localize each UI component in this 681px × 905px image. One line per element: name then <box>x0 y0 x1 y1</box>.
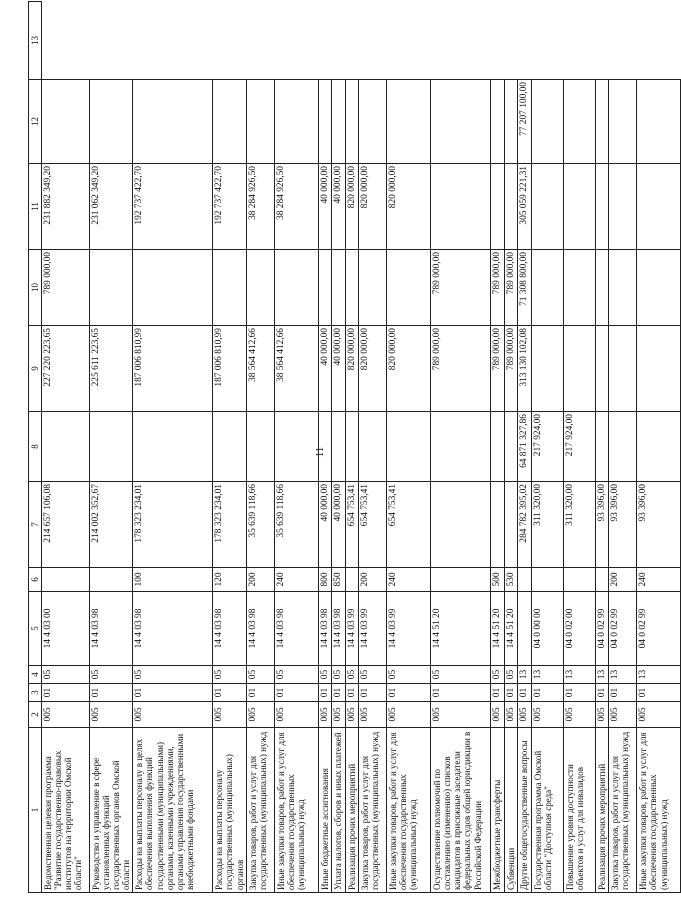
cell-col-13 <box>133 80 213 164</box>
cell-col-3: 005 <box>274 702 318 728</box>
cell-col-9: 217 924,00 <box>563 412 595 482</box>
header-row <box>29 2 42 893</box>
cell-col-13 <box>359 80 387 164</box>
cell-col-8: 654 753,41 <box>345 482 359 568</box>
cell-col-4: 01 <box>637 684 681 702</box>
cell-col-11: 789 000,00 <box>42 250 90 326</box>
row-name-cell: Уплата налогов, сборов и иных платежей <box>332 728 346 893</box>
cell-col-5: 13 <box>595 666 609 684</box>
cell-col-5: 05 <box>491 666 505 684</box>
cell-col-6: 14 4 03 98 <box>274 592 318 666</box>
header-cell-1: 1 <box>29 728 42 893</box>
table-row <box>345 2 359 893</box>
cell-col-12: 231 882 349,20 <box>42 164 90 250</box>
cell-col-10: 187 006 810,99 <box>213 326 246 412</box>
table-row <box>246 2 274 893</box>
cell-col-7 <box>42 568 90 592</box>
cell-col-7: 120 <box>213 568 246 592</box>
cell-col-13 <box>637 80 681 164</box>
cell-col-12: 40 000,00 <box>332 164 346 250</box>
cell-col-12: 192 737 422,70 <box>133 164 213 250</box>
cell-col-5: 05 <box>246 666 274 684</box>
cell-col-6: 14 4 03 00 <box>42 592 90 666</box>
cell-col-5: 05 <box>213 666 246 684</box>
cell-col-13 <box>491 80 505 164</box>
cell-col-5: 13 <box>531 666 563 684</box>
table-row <box>213 2 246 893</box>
document-sheet <box>28 22 669 893</box>
cell-col-9 <box>491 412 505 482</box>
cell-col-6: 14 4 03 98 <box>332 592 346 666</box>
cell-col-8: 311 320,00 <box>563 482 595 568</box>
cell-col-12: 820 000,00 <box>359 164 387 250</box>
row-name-cell: Иные бюджетные ассигнования <box>318 728 332 893</box>
cell-col-12 <box>491 164 505 250</box>
table-row <box>42 2 90 893</box>
row-name-cell: Осуществление полномочий по составлению (изменению) списков кандидатов в присяжные заседатели федеральных судов общей юрисдикции в Российской Федерации <box>431 728 491 893</box>
cell-col-11: 789 000,00 <box>491 250 505 326</box>
cell-col-4: 01 <box>332 684 346 702</box>
cell-col-10: 225 611 223,65 <box>90 326 133 412</box>
cell-col-4: 01 <box>90 684 133 702</box>
cell-col-13 <box>246 80 274 164</box>
cell-col-5: 13 <box>518 666 532 684</box>
cell-col-11 <box>637 250 681 326</box>
cell-col-12: 820 000,00 <box>345 164 359 250</box>
cell-col-4: 01 <box>213 684 246 702</box>
cell-col-10 <box>609 326 637 412</box>
cell-col-8: 654 753,41 <box>359 482 387 568</box>
cell-col-8: 93 396,00 <box>609 482 637 568</box>
cell-col-10: 789 000,00 <box>491 326 505 412</box>
cell-col-12: 38 284 926,50 <box>246 164 274 250</box>
table-row <box>318 2 332 893</box>
cell-col-3: 005 <box>42 702 90 728</box>
cell-col-5: 05 <box>318 666 332 684</box>
cell-col-10 <box>595 326 609 412</box>
cell-col-7: 200 <box>609 568 637 592</box>
table-row <box>90 2 133 893</box>
cell-col-7: 530 <box>504 568 518 592</box>
cell-col-10 <box>531 326 563 412</box>
cell-col-12 <box>431 164 491 250</box>
cell-col-9 <box>246 412 274 482</box>
row-name-cell: Реализация прочих мероприятий <box>595 728 609 893</box>
cell-col-3: 005 <box>90 702 133 728</box>
header-cell-5: 5 <box>29 592 42 666</box>
cell-col-11 <box>332 250 346 326</box>
cell-col-11 <box>318 250 332 326</box>
cell-col-12 <box>609 164 637 250</box>
cell-col-9 <box>504 412 518 482</box>
row-name-cell: Закупка товаров, работ и услуг для государственных (муниципальных) нужд <box>246 728 274 893</box>
cell-col-11: 789 000,00 <box>431 250 491 326</box>
cell-col-11 <box>563 250 595 326</box>
table-row <box>637 2 681 893</box>
header-cell-13: 13 <box>29 2 42 80</box>
header-cell-3: 3 <box>29 684 42 702</box>
cell-col-3: 005 <box>491 702 505 728</box>
cell-col-6: 14 4 51 20 <box>431 592 491 666</box>
cell-col-8: 311 320,00 <box>531 482 563 568</box>
cell-col-10: 40 000,00 <box>318 326 332 412</box>
row-name-cell: Руководство и управление в сфере установленных функций государственных органов Омской области <box>90 728 133 893</box>
cell-col-10: 187 006 810,99 <box>133 326 213 412</box>
header-cell-8: 8 <box>29 412 42 482</box>
row-name-cell: Иные закупки товаров, работ и услуг для обеспечения государственных (муниципальных) нужд <box>387 728 431 893</box>
cell-col-6: 04 0 02 00 <box>563 592 595 666</box>
cell-col-13 <box>531 80 563 164</box>
row-name-cell: Ведомственная целевая программа "Развитие государственно-правовых институтов на территории Омской области" <box>42 728 90 893</box>
cell-col-4: 01 <box>504 684 518 702</box>
cell-col-3: 005 <box>595 702 609 728</box>
cell-col-3: 005 <box>213 702 246 728</box>
cell-col-9 <box>359 412 387 482</box>
cell-col-4: 01 <box>563 684 595 702</box>
header-cell-6: 6 <box>29 568 42 592</box>
cell-col-4: 01 <box>274 684 318 702</box>
cell-col-4: 01 <box>531 684 563 702</box>
cell-col-4: 01 <box>595 684 609 702</box>
cell-col-7: 240 <box>387 568 431 592</box>
header-cell-11: 11 <box>29 164 42 250</box>
cell-col-7: 240 <box>274 568 318 592</box>
cell-col-8: 93 396,00 <box>637 482 681 568</box>
cell-col-10: 789 000,00 <box>431 326 491 412</box>
cell-col-13 <box>609 80 637 164</box>
cell-col-3: 005 <box>504 702 518 728</box>
cell-col-3: 005 <box>332 702 346 728</box>
cell-col-12: 231 062 349,20 <box>90 164 133 250</box>
table-row <box>491 2 505 893</box>
cell-col-6: 14 4 03 99 <box>359 592 387 666</box>
cell-col-7 <box>563 568 595 592</box>
cell-col-7: 240 <box>637 568 681 592</box>
cell-col-9 <box>609 412 637 482</box>
cell-col-11: 789 000,00 <box>504 250 518 326</box>
cell-col-5: 05 <box>133 666 213 684</box>
cell-col-3: 005 <box>637 702 681 728</box>
cell-col-12 <box>637 164 681 250</box>
header-cell-4: 4 <box>29 666 42 684</box>
cell-col-11 <box>133 250 213 326</box>
cell-col-9 <box>42 412 90 482</box>
cell-col-7 <box>518 568 532 592</box>
cell-col-13 <box>504 80 518 164</box>
cell-col-6: 14 4 03 98 <box>133 592 213 666</box>
header-cell-2: 2 <box>29 702 42 728</box>
cell-col-5: 13 <box>637 666 681 684</box>
cell-col-10: 313 130 102,08 <box>518 326 532 412</box>
cell-col-12 <box>504 164 518 250</box>
cell-col-8: 35 639 118,66 <box>274 482 318 568</box>
cell-col-6: 04 0 02 99 <box>609 592 637 666</box>
row-name-cell: Иные закупки товаров, работ и услуг для обеспечения государственных (муниципальных) нужд <box>274 728 318 893</box>
cell-col-5: 05 <box>274 666 318 684</box>
cell-col-7 <box>90 568 133 592</box>
cell-col-7: 200 <box>359 568 387 592</box>
cell-col-3: 005 <box>318 702 332 728</box>
cell-col-9 <box>431 412 491 482</box>
cell-col-4: 01 <box>246 684 274 702</box>
cell-col-11 <box>213 250 246 326</box>
cell-col-3: 005 <box>345 702 359 728</box>
cell-col-5: 05 <box>90 666 133 684</box>
table-row <box>359 2 387 893</box>
cell-col-5: 05 <box>504 666 518 684</box>
cell-col-8: 214 657 106,08 <box>42 482 90 568</box>
header-cell-7: 7 <box>29 482 42 568</box>
cell-col-6: 14 4 03 98 <box>318 592 332 666</box>
cell-col-3: 005 <box>531 702 563 728</box>
table-row <box>563 2 595 893</box>
cell-col-12 <box>563 164 595 250</box>
cell-col-13 <box>332 80 346 164</box>
budget-table <box>28 1 681 893</box>
table-row <box>431 2 491 893</box>
cell-col-3: 005 <box>133 702 213 728</box>
cell-col-4: 01 <box>359 684 387 702</box>
cell-col-9: 64 871 327,86 <box>518 412 532 482</box>
cell-col-4: 01 <box>518 684 532 702</box>
cell-col-3: 005 <box>246 702 274 728</box>
cell-col-8: 654 753,41 <box>387 482 431 568</box>
cell-col-8 <box>431 482 491 568</box>
table-row <box>518 2 532 893</box>
cell-col-9 <box>90 412 133 482</box>
cell-col-5: 13 <box>563 666 595 684</box>
table-row <box>531 2 563 893</box>
cell-col-6: 14 4 03 99 <box>387 592 431 666</box>
cell-col-7: 850 <box>332 568 346 592</box>
cell-col-8 <box>491 482 505 568</box>
row-name-cell: Расходы на выплаты персоналу в целях обеспечения выполнения функций государственными (муниципальными) органами, казенными учреждениями, органами управления государственными внебюджетными фондами <box>133 728 213 893</box>
header-cell-10: 10 <box>29 250 42 326</box>
cell-col-13 <box>431 80 491 164</box>
cell-col-12 <box>531 164 563 250</box>
cell-col-13 <box>387 80 431 164</box>
cell-col-13 <box>213 80 246 164</box>
row-name-cell: Повышение уровня доступности объектов и услуг для инвалидов <box>563 728 595 893</box>
table-row <box>504 2 518 893</box>
cell-col-5: 13 <box>609 666 637 684</box>
cell-col-5: 05 <box>345 666 359 684</box>
cell-col-11 <box>387 250 431 326</box>
cell-col-8: 40 000,00 <box>318 482 332 568</box>
cell-col-4: 01 <box>345 684 359 702</box>
cell-col-13 <box>42 80 90 164</box>
cell-col-7 <box>531 568 563 592</box>
cell-col-13 <box>318 80 332 164</box>
cell-col-7 <box>595 568 609 592</box>
cell-col-10: 820 000,00 <box>387 326 431 412</box>
cell-col-10: 820 000,00 <box>345 326 359 412</box>
cell-col-11: 71 308 800,00 <box>518 250 532 326</box>
cell-col-10: 789 000,00 <box>504 326 518 412</box>
cell-col-12: 305 059 221,31 <box>518 164 532 250</box>
cell-col-7 <box>431 568 491 592</box>
table-row <box>609 2 637 893</box>
cell-col-4: 01 <box>318 684 332 702</box>
cell-col-11 <box>609 250 637 326</box>
table-row <box>595 2 609 893</box>
row-name-cell: Расходы на выплаты персоналу государственных (муниципальных) органов <box>213 728 246 893</box>
cell-col-8 <box>504 482 518 568</box>
cell-col-6: 04 0 02 99 <box>637 592 681 666</box>
cell-col-12 <box>595 164 609 250</box>
row-name-cell: Закупка товаров, работ и услуг для государственных (муниципальных) нужд <box>609 728 637 893</box>
cell-col-8: 178 323 234,01 <box>213 482 246 568</box>
cell-col-6: 14 4 03 98 <box>246 592 274 666</box>
cell-col-6: 14 4 03 98 <box>90 592 133 666</box>
cell-col-8: 93 396,00 <box>595 482 609 568</box>
cell-col-8: 35 639 118,66 <box>246 482 274 568</box>
cell-col-11 <box>531 250 563 326</box>
cell-col-3: 005 <box>359 702 387 728</box>
cell-col-3: 005 <box>518 702 532 728</box>
row-name-cell: Другие общегосударственные вопросы <box>518 728 532 893</box>
cell-col-11 <box>90 250 133 326</box>
cell-col-9 <box>345 412 359 482</box>
cell-col-9 <box>213 412 246 482</box>
cell-col-6: 14 4 03 99 <box>345 592 359 666</box>
table-row <box>332 2 346 893</box>
cell-col-10: 40 000,00 <box>332 326 346 412</box>
cell-col-7: 200 <box>246 568 274 592</box>
cell-col-6: 14 4 51 20 <box>491 592 505 666</box>
cell-col-5: 05 <box>387 666 431 684</box>
cell-col-5: 05 <box>359 666 387 684</box>
cell-col-6: 14 4 51 20 <box>504 592 518 666</box>
cell-col-11 <box>274 250 318 326</box>
row-name-cell: Государственная программа Омской области "Доступная среда" <box>531 728 563 893</box>
cell-col-7: 500 <box>491 568 505 592</box>
table-row <box>133 2 213 893</box>
row-name-cell: Иные закупки товаров, работ и услуг для обеспечения государственных (муниципальных) нужд <box>637 728 681 893</box>
cell-col-11 <box>345 250 359 326</box>
cell-col-11 <box>246 250 274 326</box>
cell-col-3: 005 <box>431 702 491 728</box>
page-number: 11 <box>314 446 326 458</box>
cell-col-10: 227 220 223,65 <box>42 326 90 412</box>
cell-col-12: 38 284 926,50 <box>274 164 318 250</box>
cell-col-11 <box>595 250 609 326</box>
cell-col-8: 178 323 234,01 <box>133 482 213 568</box>
cell-col-4: 01 <box>42 684 90 702</box>
cell-col-9: 217 924,00 <box>531 412 563 482</box>
cell-col-9 <box>318 412 332 482</box>
cell-col-4: 01 <box>133 684 213 702</box>
header-cell-9: 9 <box>29 326 42 412</box>
cell-col-5: 05 <box>42 666 90 684</box>
cell-col-13 <box>345 80 359 164</box>
table-row <box>387 2 431 893</box>
cell-col-9 <box>133 412 213 482</box>
cell-col-8: 284 782 395,02 <box>518 482 532 568</box>
cell-col-10 <box>637 326 681 412</box>
row-name-cell: Реализация прочих мероприятий <box>345 728 359 893</box>
cell-col-7: 100 <box>133 568 213 592</box>
cell-col-13 <box>274 80 318 164</box>
cell-col-5: 05 <box>332 666 346 684</box>
table-row <box>274 2 318 893</box>
cell-col-4: 01 <box>609 684 637 702</box>
header-cell-12: 12 <box>29 80 42 164</box>
cell-col-6 <box>518 592 532 666</box>
cell-col-3: 005 <box>387 702 431 728</box>
row-name-cell: Субвенции <box>504 728 518 893</box>
cell-col-4: 01 <box>387 684 431 702</box>
cell-col-4: 01 <box>431 684 491 702</box>
row-name-cell: Закупка товаров, работ и услуг для государственных (муниципальных) нужд <box>359 728 387 893</box>
cell-col-13 <box>563 80 595 164</box>
cell-col-10: 820 000,00 <box>359 326 387 412</box>
rotated-budget-table-container <box>28 22 669 893</box>
cell-col-13 <box>90 80 133 164</box>
cell-col-9 <box>595 412 609 482</box>
cell-col-9 <box>637 412 681 482</box>
cell-col-7: 800 <box>318 568 332 592</box>
cell-col-8: 214 002 352,67 <box>90 482 133 568</box>
row-name-cell: Межбюджетные трансферты <box>491 728 505 893</box>
cell-col-9 <box>332 412 346 482</box>
cell-col-8: 40 000,00 <box>332 482 346 568</box>
cell-col-7 <box>345 568 359 592</box>
table-body <box>42 2 681 893</box>
cell-col-3: 005 <box>563 702 595 728</box>
cell-col-12: 40 000,00 <box>318 164 332 250</box>
cell-col-5: 05 <box>431 666 491 684</box>
cell-col-6: 14 4 03 98 <box>213 592 246 666</box>
cell-col-13: 77 207 100,00 <box>518 80 532 164</box>
cell-col-13 <box>595 80 609 164</box>
cell-col-12: 192 737 422,70 <box>213 164 246 250</box>
cell-col-6: 04 0 00 00 <box>531 592 563 666</box>
cell-col-12: 820 000,00 <box>387 164 431 250</box>
cell-col-10 <box>563 326 595 412</box>
cell-col-10: 38 564 412,66 <box>274 326 318 412</box>
cell-col-10: 38 564 412,66 <box>246 326 274 412</box>
cell-col-4: 01 <box>491 684 505 702</box>
cell-col-9 <box>274 412 318 482</box>
cell-col-11 <box>359 250 387 326</box>
cell-col-6: 04 0 02 99 <box>595 592 609 666</box>
cell-col-9 <box>387 412 431 482</box>
cell-col-3: 005 <box>609 702 637 728</box>
